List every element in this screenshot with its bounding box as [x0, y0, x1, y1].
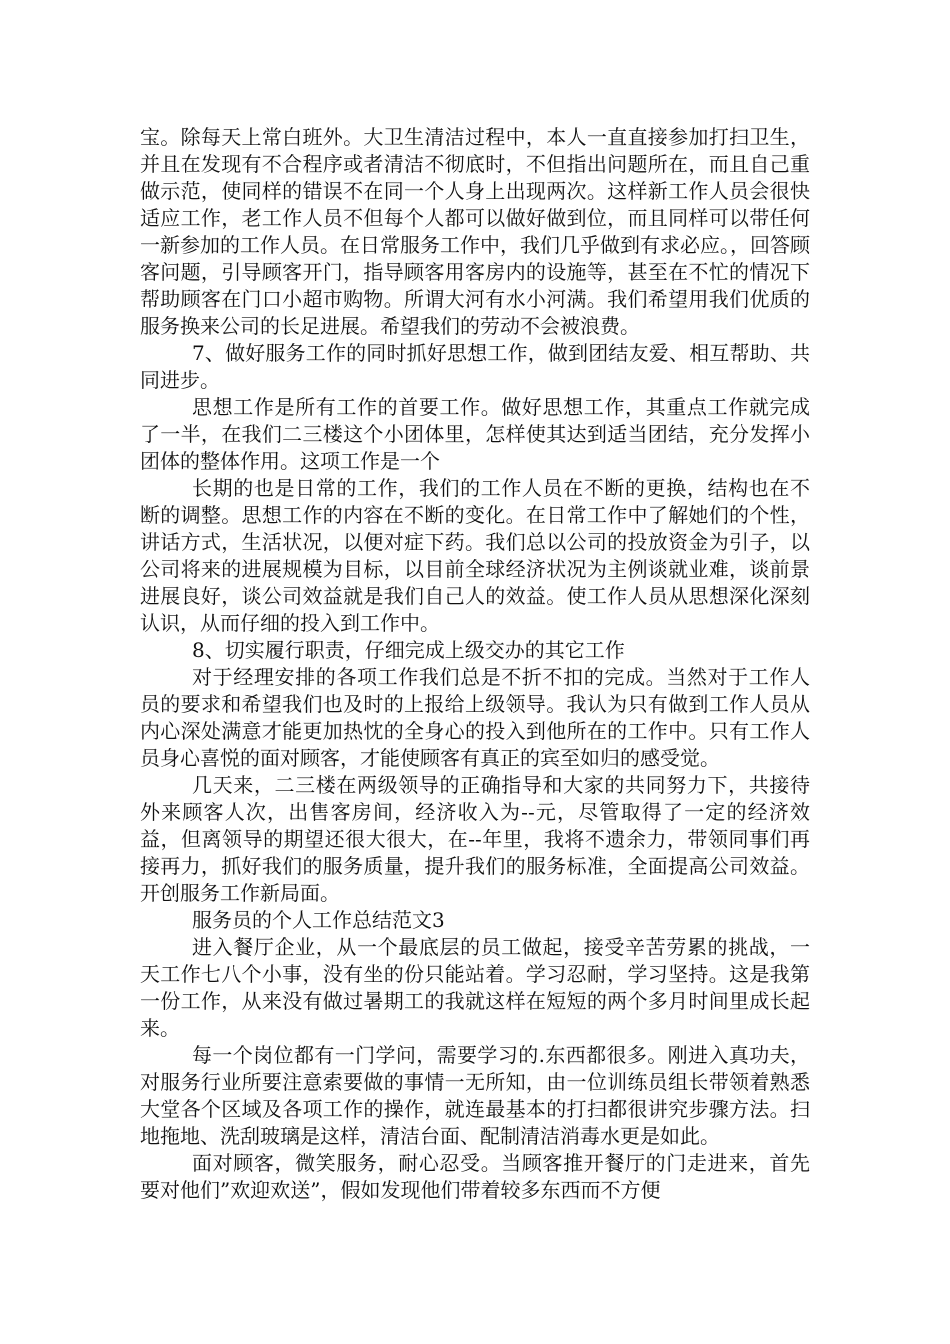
document-body	[140, 124, 810, 1204]
paragraph: 进入餐厅企业，从一个最底层的员工做起，接受辛苦劳累的挑战，一天工作七八个小事，没有坐的份只能站着。学习忍耐，学习坚持。这是我第一份工作，从来没有做过暑期工的我就这样在短短的两个多月时间里成长起来。	[140, 935, 810, 1040]
paragraph: 长期的也是日常的工作，我们的工作人员在不断的更换，结构也在不断的调整。思想工作的内容在不断的变化。在日常工作中了解她们的个性，讲话方式，生活状况，以便对症下药。我们总以公司的投放资金为引子，以公司将来的进展规模为目标，以目前全球经济状况为主例谈就业难，谈前景进展良好，谈公司效益就是我们自己人的效益。使工作人员从思想深化深刻认识，从而仔细的投入到工作中。	[140, 476, 810, 635]
paragraph: 每一个岗位都有一门学问，需要学习的.东西都很多。刚进入真功夫，对服务行业所要注意索要做的事情一无所知，由一位训练员组长带领着熟悉大堂各个区域及各项工作的操作，就连最基本的打扫都很讲究步骤方法。扫地拖地、洗刮玻璃是这样，清洁台面、配制清洁消毒水更是如此。	[140, 1043, 810, 1148]
paragraph: 7、做好服务工作的同时抓好思想工作，做到团结友爱、相互帮助、共同进步。	[140, 341, 810, 392]
paragraph: 对于经理安排的各项工作我们总是不折不扣的完成。当然对于工作人员的要求和希望我们也及时的上报给上级领导。我认为只有做到工作人员从内心深处满意才能更加热忱的全身心的投入到他所在的工作中。只有工作人员身心喜悦的面对顾客，才能使顾客有真正的宾至如归的感受觉。	[140, 665, 810, 770]
section-heading: 8、切实履行职责，仔细完成上级交办的其它工作	[192, 638, 625, 662]
paragraph: 宝。除每天上常白班外。大卫生清洁过程中，本人一直直接参加打扫卫生，并且在发现有不合程序或者清洁不彻底时，不但指出问题所在，而且自己重做示范，使同样的错误不在同一个人身上出现两次。这样新工作人员会很快适应工作，老工作人员不但每个人都可以做好做到位，而且同样可以带任何一新参加的工作人员。在日常服务工作中，我们几乎做到有求必应。，回答顾客问题，引导顾客开门，指导顾客用客房内的设施等，甚至在不忙的情况下帮助顾客在门口小超市购物。所谓大河有水小河满。我们希望用我们优质的服务换来公司的长足进展。希望我们的劳动不会被浪费。	[140, 125, 810, 338]
paragraph: 几天来，二三楼在两级领导的正确指导和大家的共同努力下，共接待外来顾客人次，出售客房间，经济收入为--元，尽管取得了一定的经济效益，但离领导的期望还很大很大，在--年里，我将不遗余力，带领同事们再接再力，抓好我们的服务质量，提升我们的服务标准，全面提高公司效益。开创服务工作新局面。	[140, 773, 810, 905]
paragraph: 思想工作是所有工作的首要工作。做好思想工作，其重点工作就完成了一半，在我们二三楼这个小团体里，怎样使其达到适当团结，充分发挥小团体的整体作用。这项工作是一个	[140, 395, 810, 473]
paragraph: 面对顾客，微笑服务，耐心忍受。当顾客推开餐厅的门走进来，首先要对他们”欢迎欢送”，假如发现他们带着较多东西而不方便	[140, 1151, 810, 1202]
section-heading: 服务员的个人工作总结范文3	[192, 908, 445, 932]
